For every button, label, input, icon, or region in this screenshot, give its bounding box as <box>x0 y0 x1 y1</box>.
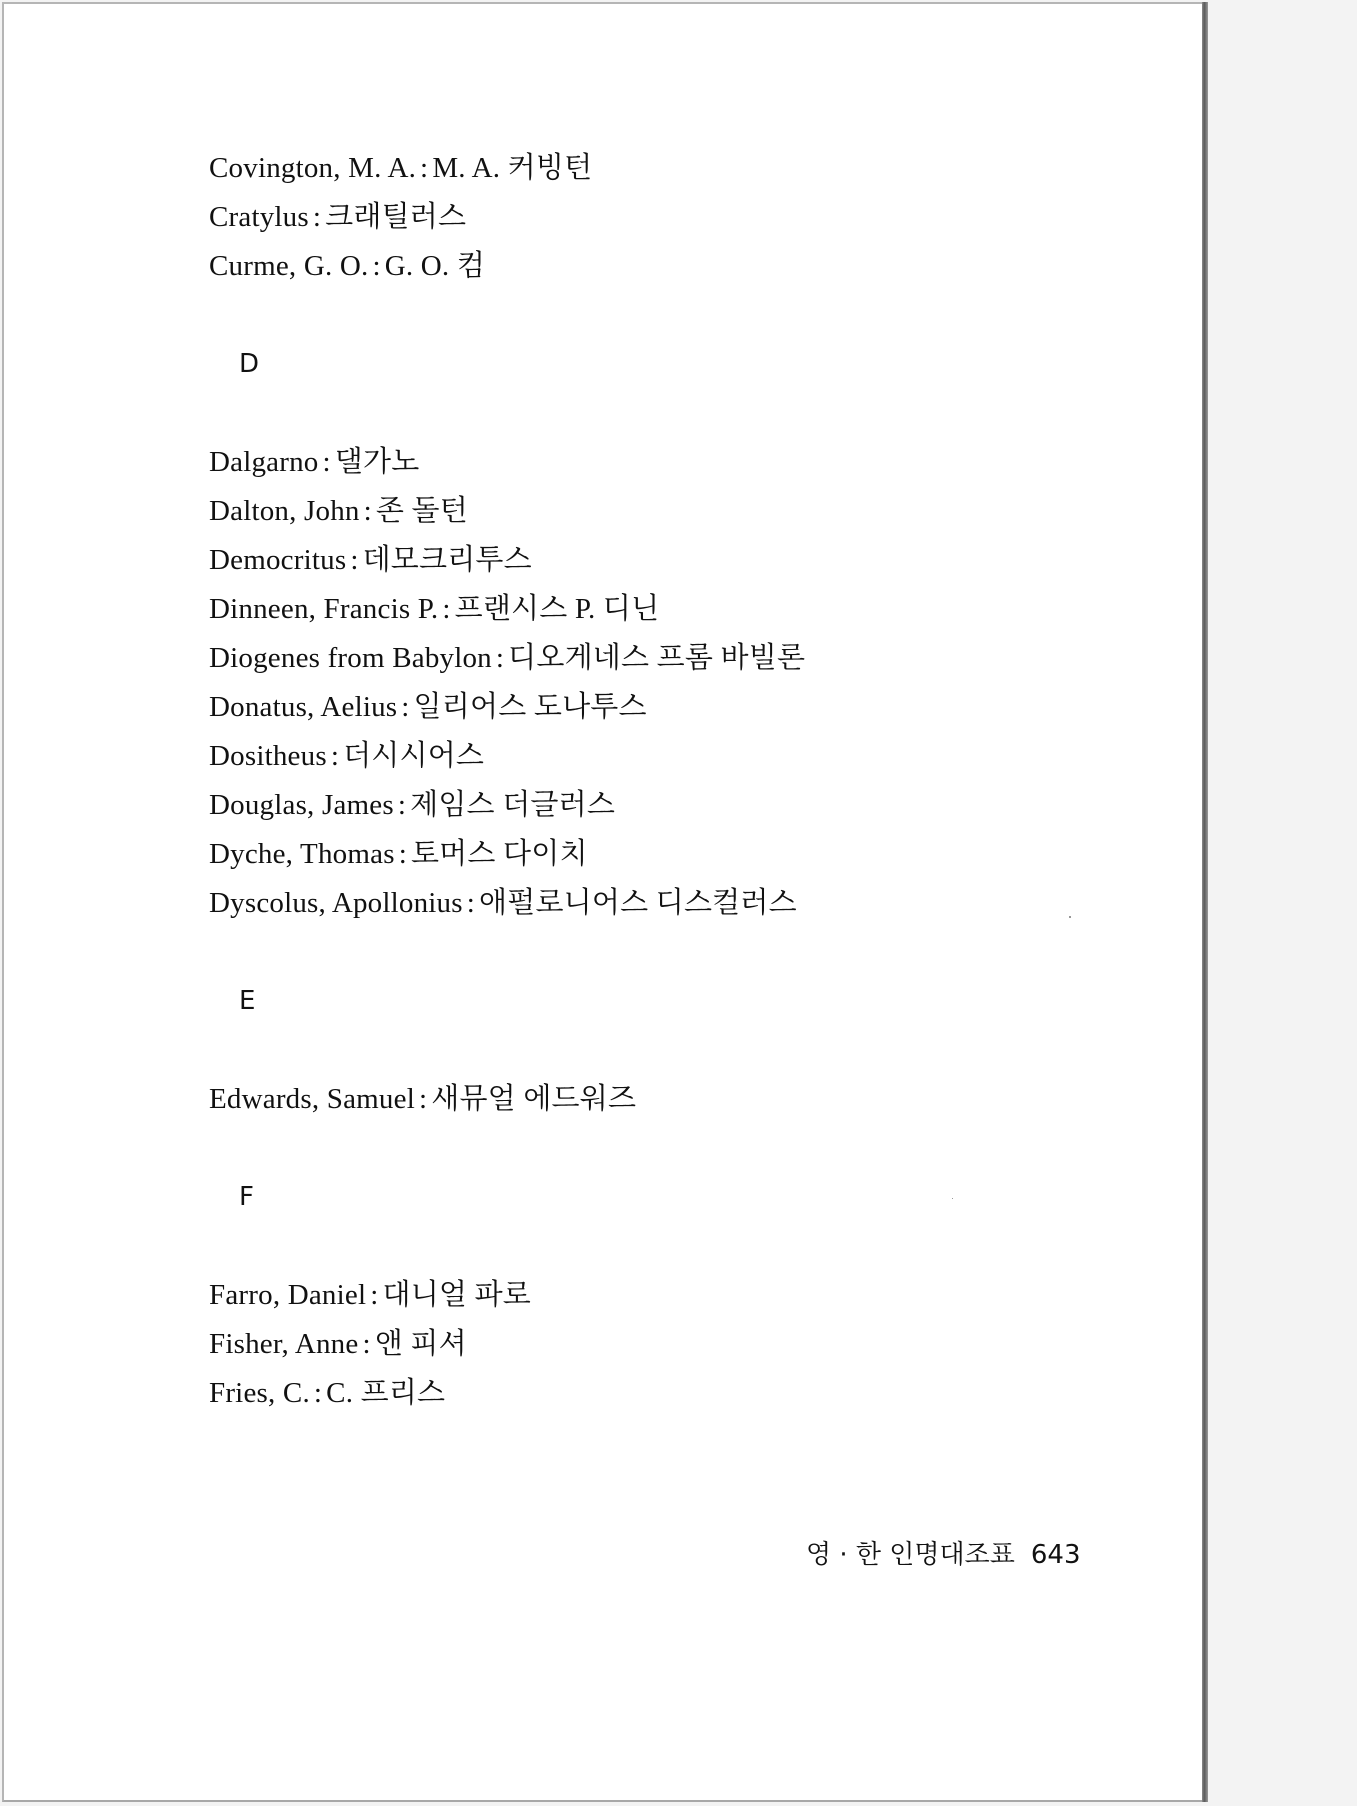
entry-separator: : <box>322 446 331 478</box>
index-entry <box>209 193 1109 242</box>
section-f-entries <box>209 1271 1109 1418</box>
entry-korean: 데모크리투스 <box>362 544 532 576</box>
index-entry <box>209 879 1109 928</box>
entry-korean: 새뮤얼 에드워즈 <box>431 1083 637 1115</box>
index-entry <box>209 585 1109 634</box>
entry-separator: : <box>330 740 340 772</box>
entry-korean: 디오게네스 프롬 바빌론 <box>508 642 806 674</box>
entry-separator: : <box>495 642 505 674</box>
index-entry <box>209 1075 1109 1124</box>
section-f <box>209 1173 1109 1418</box>
entry-korean: 일리어스 도나투스 <box>413 691 647 723</box>
entry-english: Edwards, Samuel <box>209 1083 415 1115</box>
entry-english: Farro, Daniel <box>209 1279 367 1311</box>
section-d-entries <box>209 438 1109 928</box>
entry-korean: 더시시어스 <box>343 740 485 772</box>
entry-korean: 앤 피셔 <box>374 1328 467 1360</box>
entry-english: Dositheus <box>209 740 327 772</box>
entry-separator: : <box>401 691 410 723</box>
page-number: 643 <box>1030 1540 1081 1570</box>
entry-separator: : <box>370 1279 379 1311</box>
running-title: 영 · 한 인명대조표 <box>806 1540 1015 1570</box>
entry-english: Dalgarno <box>209 446 319 478</box>
entry-english: Diogenes from Babylon <box>209 642 492 674</box>
entry-separator: : <box>372 250 381 282</box>
section-e-entries <box>209 1075 1109 1124</box>
section-e <box>209 977 1109 1124</box>
entry-english: Donatus, Aelius <box>209 691 398 723</box>
index-entry <box>209 1320 1109 1369</box>
section-letter-heading: D <box>239 349 260 379</box>
entry-english: Dalton, John <box>209 495 360 527</box>
scan-speck <box>1069 916 1071 918</box>
section-c-entries <box>209 144 1109 291</box>
entry-separator: : <box>398 838 407 870</box>
index-entry <box>209 634 1109 683</box>
entry-english: Dyscolus, Apollonius <box>209 887 463 919</box>
entry-korean: 존 돌턴 <box>375 495 468 527</box>
entry-korean: 대니얼 파로 <box>382 1279 532 1311</box>
entry-english: Dyche, Thomas <box>209 838 395 870</box>
entry-korean: 댈가노 <box>334 446 420 478</box>
entry-english: Democritus <box>209 544 347 576</box>
entry-separator: : <box>350 544 359 576</box>
entry-korean: M. A. 커빙턴 <box>432 152 593 184</box>
entry-separator: : <box>363 495 372 527</box>
scan-speck <box>952 1198 953 1199</box>
entry-separator: : <box>397 789 407 821</box>
entry-korean: 제임스 더글러스 <box>410 789 616 821</box>
index-entry <box>209 830 1109 879</box>
index-entry <box>209 683 1109 732</box>
entry-separator: : <box>313 1377 323 1409</box>
index-entry <box>209 487 1109 536</box>
entry-english: Fisher, Anne <box>209 1328 359 1360</box>
entry-english: Cratylus <box>209 201 309 233</box>
entry-english: Dinneen, Francis P. <box>209 593 439 625</box>
entry-separator: : <box>418 1083 428 1115</box>
entry-korean: 크래틸러스 <box>325 201 467 233</box>
section-d <box>209 340 1109 928</box>
section-letter-heading: F <box>239 1182 254 1212</box>
entry-english: Douglas, James <box>209 789 394 821</box>
entry-separator: : <box>466 887 476 919</box>
entry-separator: : <box>362 1328 371 1360</box>
entry-korean: G. O. 컴 <box>384 250 486 282</box>
index-entry <box>209 1271 1109 1320</box>
index-entry <box>209 144 1109 193</box>
entry-korean: 토머스 다이치 <box>410 838 588 870</box>
index-entry <box>209 1369 1109 1418</box>
index-entry <box>209 438 1109 487</box>
document-page <box>2 2 1202 1802</box>
entry-english: Covington, M. A. <box>209 152 417 184</box>
entry-english: Fries, C. <box>209 1377 310 1409</box>
name-index-list <box>209 144 1109 1418</box>
index-entry <box>209 536 1109 585</box>
index-entry <box>209 732 1109 781</box>
index-entry <box>209 781 1109 830</box>
page-footer <box>806 1534 1081 1571</box>
entry-korean: 애펄로니어스 디스컬러스 <box>479 887 797 919</box>
section-letter-heading: E <box>239 986 256 1016</box>
page-edge-shadow <box>1202 2 1208 1802</box>
entry-korean: C. 프리스 <box>326 1377 446 1409</box>
index-entry <box>209 242 1109 291</box>
entry-english: Curme, G. O. <box>209 250 369 282</box>
entry-korean: 프랜시스 P. 디닌 <box>454 593 660 625</box>
entry-separator: : <box>312 201 322 233</box>
entry-separator: : <box>420 152 429 184</box>
entry-separator: : <box>442 593 451 625</box>
